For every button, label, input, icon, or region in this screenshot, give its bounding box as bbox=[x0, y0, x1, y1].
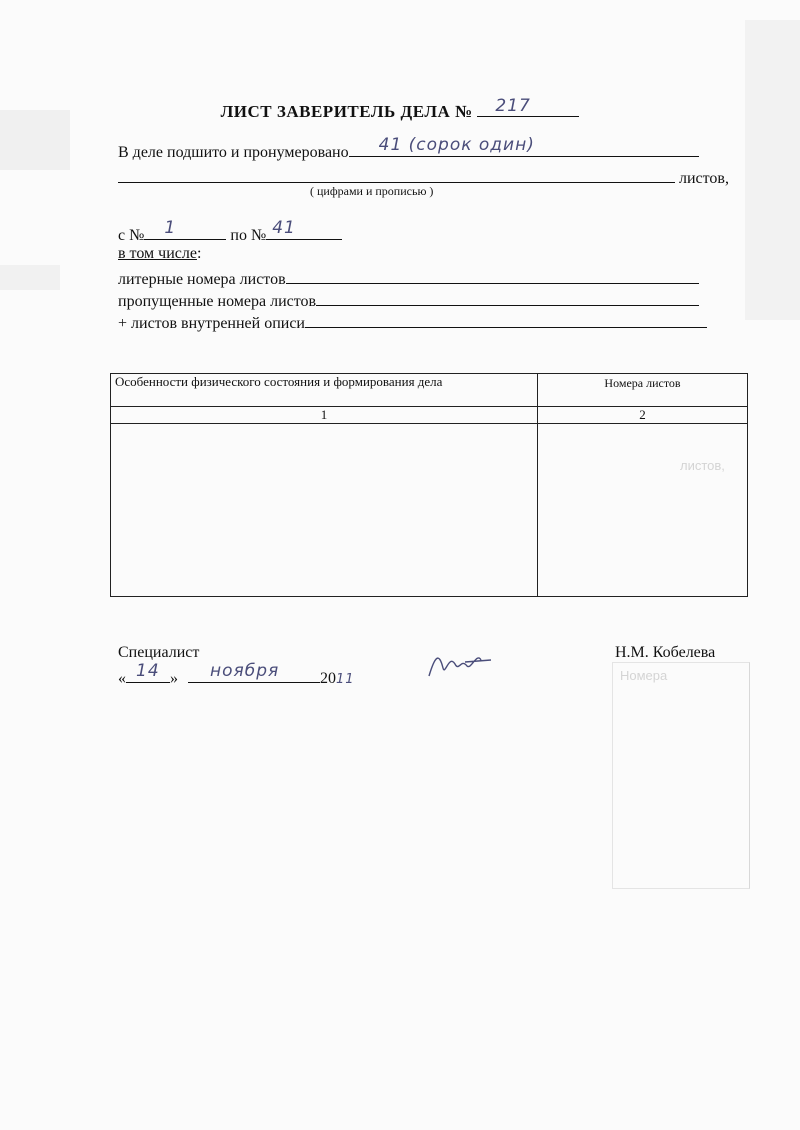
range-from-value: 1 bbox=[164, 218, 177, 238]
table-body-col1 bbox=[111, 424, 538, 597]
range-line bbox=[118, 218, 342, 245]
show-through-listov: листов, bbox=[680, 458, 725, 473]
inner-inventory-label: + листов внутренней описи bbox=[118, 315, 305, 332]
date-day-field bbox=[126, 661, 170, 683]
inner-inventory-line bbox=[118, 311, 707, 333]
show-through-nomera: Номера bbox=[620, 668, 668, 683]
scan-noise-left-2 bbox=[0, 265, 60, 290]
inner-inventory-field bbox=[305, 311, 707, 328]
sheets-caption: ( цифрами и прописью ) bbox=[310, 184, 434, 198]
date-year-prefix: 20 bbox=[320, 670, 336, 687]
title-text: ЛИСТ ЗАВЕРИТЕЛЬ ДЕЛА № bbox=[220, 102, 473, 121]
table-body-row bbox=[111, 424, 748, 597]
range-to-value: 41 bbox=[272, 218, 296, 238]
range-from-field bbox=[144, 218, 226, 240]
range-to-field bbox=[266, 218, 342, 240]
date-month: ноября bbox=[210, 661, 280, 681]
date-year-suffix: 11 bbox=[336, 672, 355, 687]
date-quote-open: « bbox=[118, 670, 126, 687]
specialist-role: Специалист bbox=[118, 644, 200, 661]
range-to-label: по № bbox=[230, 227, 267, 244]
letter-numbers-field bbox=[286, 267, 699, 284]
show-through-box bbox=[612, 662, 750, 889]
missing-numbers-line bbox=[118, 289, 699, 311]
scan-noise-right bbox=[745, 20, 800, 320]
table-header-col2: Номера листов bbox=[538, 374, 748, 407]
including-label: в том числе bbox=[118, 245, 197, 262]
document-title bbox=[0, 98, 800, 122]
missing-numbers-field bbox=[316, 289, 699, 306]
specialist-name: Н.М. Кобелева bbox=[615, 644, 716, 661]
sheets-suffix: листов, bbox=[679, 170, 729, 187]
signature-scribble bbox=[425, 646, 495, 686]
sheets-count-field bbox=[349, 135, 699, 157]
table-number-row bbox=[111, 407, 748, 424]
sheets-count-field-2 bbox=[118, 166, 675, 183]
sheets-line bbox=[118, 135, 699, 162]
case-number: 217 bbox=[495, 96, 531, 116]
case-number-field bbox=[477, 98, 579, 117]
sheets-count-handwritten: 41 (сорок один) bbox=[378, 135, 535, 155]
date-month-field bbox=[188, 661, 320, 683]
date-quote-close: » bbox=[170, 670, 178, 687]
table-col1-number: 1 bbox=[111, 407, 538, 424]
including-colon: : bbox=[196, 245, 202, 262]
table-col2-number: 2 bbox=[538, 407, 748, 424]
table-header-row bbox=[111, 374, 748, 407]
date-line bbox=[118, 661, 355, 688]
date-day: 14 bbox=[136, 661, 160, 681]
range-from-label: с № bbox=[118, 227, 145, 244]
table-header-col1: Особенности физического состояния и формирования дела bbox=[111, 374, 538, 407]
including-line bbox=[118, 245, 201, 263]
table-body-col2 bbox=[538, 424, 748, 597]
letter-numbers-label: литерные номера листов bbox=[118, 271, 286, 288]
physical-condition-table bbox=[110, 373, 748, 597]
letter-numbers-line bbox=[118, 267, 699, 289]
missing-numbers-label: пропущенные номера листов bbox=[118, 293, 317, 310]
sheets-label: В деле подшито и пронумеровано bbox=[118, 144, 349, 161]
